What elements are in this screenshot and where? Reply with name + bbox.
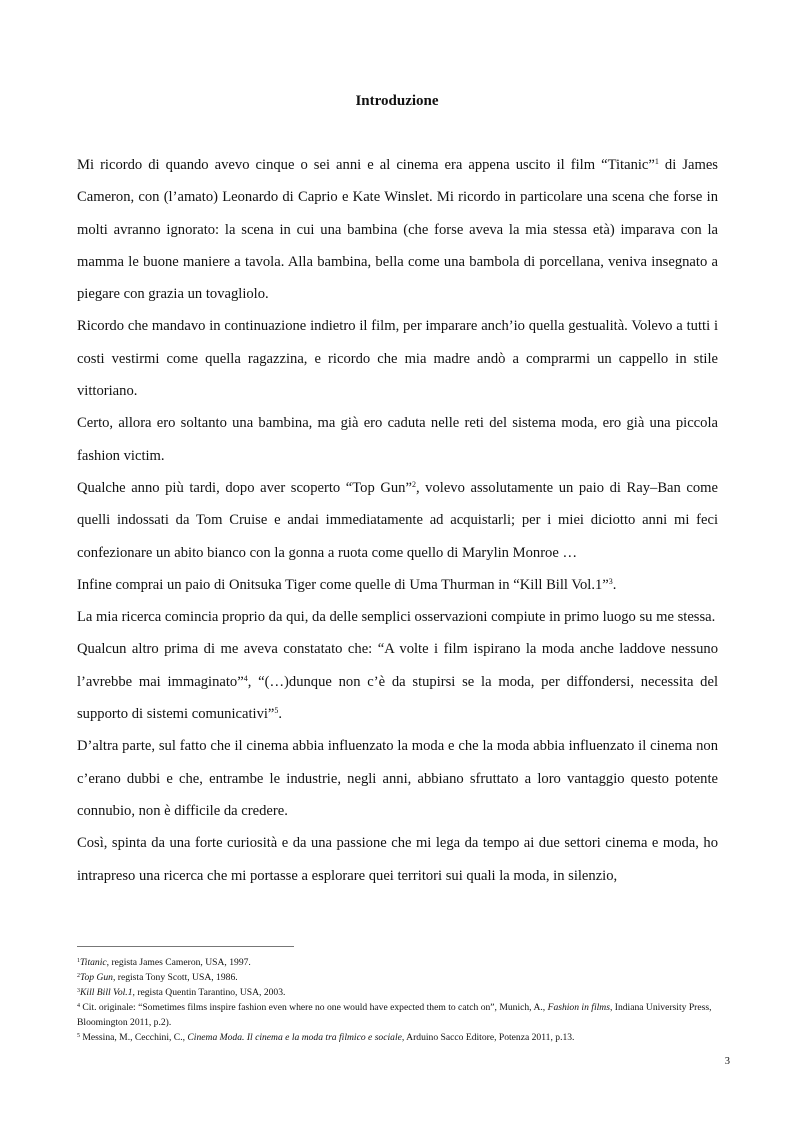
footnote-separator [77, 946, 294, 947]
page-number: 3 [724, 1056, 730, 1067]
paragraph: Qualche anno più tardi, dopo aver scoperto “Top Gun”$^2$, volevo assolutamente un paio di Ray–Ban come quelli indossati da Tom Cruise e andai immediatamente ad acquistarli; per i miei diciotto anni mi feci confezionare un abito bianco con la gonna a ruota come quello di Marylin Monroe … [77, 479, 719, 561]
footnote: $^2$Top Gun, regista Tony Scott, USA, 1986. [77, 972, 238, 983]
footnote-ref[interactable]: 1 [654, 157, 659, 166]
footnotes [77, 955, 718, 1045]
footnote: $^5$ Messina, M., Cecchini, C., Cinema Moda. Il cinema e la moda tra filmico e sociale, Arduino Sacco Editore, Potenza 2011, p.13. [77, 1032, 575, 1043]
footnote-ref[interactable]: 3 [608, 576, 613, 586]
footnote: $^4$ Cit. originale: “Sometimes films inspire fashion even where no one would have expected them to catch on”, Munich, A., Fashion in films, Indiana University Press, Bloomington 2011, p.2). [77, 1002, 712, 1028]
footnote-ref[interactable]: 4 [243, 673, 248, 683]
footnote: $^3$Kill Bill Vol.1, regista Quentin Tarantino, USA, 2003. [77, 987, 286, 998]
paragraph: La mia ricerca comincia proprio da qui, da delle semplici osservazioni compiute in primo luogo su me stessa. [77, 609, 716, 626]
paragraph: D’altra parte, sul fatto che il cinema abbia influenzato la moda e che la moda abbia influenzato il cinema non c’erano dubbi e che, entrambe le industrie, negli anni, abbiano sfruttato a loro vantaggio questo potente connubio, non è difficile da credere. [77, 738, 718, 819]
paragraph: Qualcun altro prima di me aveva constatato che: “A volte i film ispirano la moda anche laddove nessuno l’avrebbe mai immaginato”$^4$, “(…)dunque non c’è da stupirsi se la moda, per diffondersi, necessita del supporto di sistemi comunicativi”$^5$. [77, 641, 719, 723]
footnote-ref[interactable]: 5 [274, 706, 279, 716]
paragraph: Ricordo che mandavo in continuazione indietro il film, per imparare anch’io quella gestualità. Volevo a tutti i costi vestirmi come quella ragazzina, e ricordo che mia madre andò a comprarmi un cappello in stile vittoriano. [77, 318, 718, 400]
footnote: $^1$Titanic, regista James Cameron, USA, 1997. [77, 957, 251, 968]
body-text [77, 149, 718, 892]
paragraph: Infine comprai un paio di Onitsuka Tiger come quelle di Uma Thurman in “Kill Bill Vol.1”$^3$. [77, 576, 617, 593]
page-title: Introduzione [355, 93, 439, 109]
paragraph: Così, spinta da una forte curiosità e da una passione che mi lega da tempo ai due settori cinema e moda, ho intrapreso una ricerca che mi portasse a esplorare quei territori sui quali la moda, in silenzio, [77, 835, 718, 884]
paragraph: Certo, allora ero soltanto una bambina, ma già ero caduta nelle reti del sistema moda, ero già una piccola fashion victim. [77, 415, 718, 464]
footnote-ref[interactable]: 2 [411, 479, 416, 489]
paragraph: Mi ricordo di quando avevo cinque o sei anni e al cinema era appena uscito il film “Titanic”$^1$ di James Cameron, con (l’amato) Leonardo di Caprio e Kate Winslet. Mi ricordo in particolare una scena che forse in molti avranno ignorato: la scena in cui una bambina (che forse aveva la mia stessa età) imparava con la mamma le buone maniere a tavola. Alla bambina, bella come una bambola di porcellana, veniva insegnato a piegare con grazia un tovagliolo. [77, 157, 718, 303]
